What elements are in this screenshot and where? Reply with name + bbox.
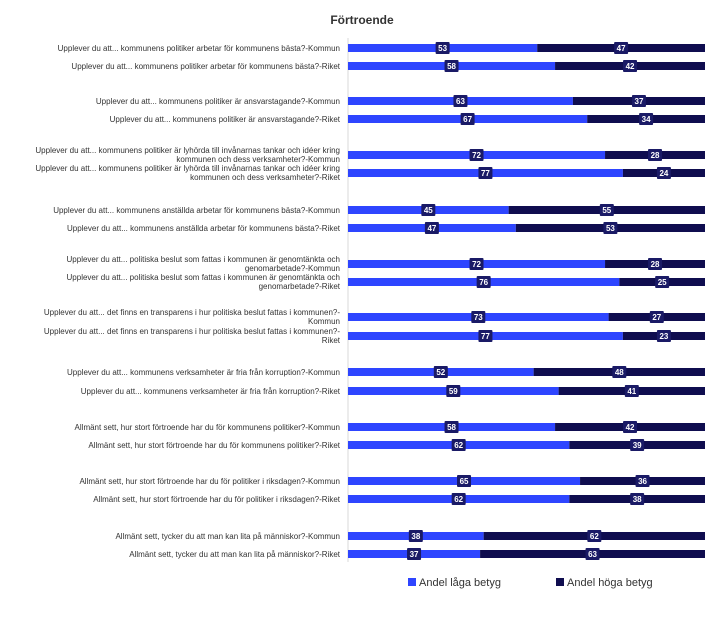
value-label: 48 bbox=[614, 368, 624, 377]
category-label: Upplever du att... kommunens verksamheter är fria från korruption?-Riket bbox=[80, 387, 340, 396]
chart-title: Förtroende bbox=[330, 13, 394, 27]
value-label: 28 bbox=[650, 151, 660, 160]
value-label: 58 bbox=[447, 423, 456, 432]
category-label: Allmänt sett, tycker du att man kan lita på människor?-Kommun bbox=[115, 532, 340, 541]
category-label: Kommun bbox=[307, 317, 340, 326]
category-label: Upplever du att... kommunens politiker arbetar för kommunens bästa?-Riket bbox=[71, 62, 340, 71]
value-label: 62 bbox=[454, 495, 464, 504]
category-label: Allmänt sett, hur stort förtroende har du för politiker i riksdagen?-Riket bbox=[93, 495, 340, 504]
category-label: Upplever du att... kommunens verksamheter är fria från korruption?-Kommun bbox=[66, 368, 340, 377]
value-label: 42 bbox=[625, 62, 635, 71]
legend-label-high: Andel höga betyg bbox=[567, 577, 653, 589]
category-label: Upplever du att... kommunens anställda arbetar för kommunens bästa?-Riket bbox=[66, 224, 340, 233]
value-label: 25 bbox=[657, 278, 667, 287]
value-label: 65 bbox=[459, 477, 469, 486]
value-label: 67 bbox=[463, 115, 473, 124]
value-label: 41 bbox=[627, 387, 637, 396]
category-label: Upplever du att... politiska beslut som fattas i kommunen är genomtänkta och bbox=[66, 255, 340, 264]
value-label: 37 bbox=[634, 97, 644, 106]
value-label: 72 bbox=[472, 260, 481, 269]
value-label: 34 bbox=[641, 115, 651, 124]
legend-swatch-low bbox=[408, 578, 416, 586]
value-label: 38 bbox=[632, 495, 642, 504]
category-label: Allmänt sett, tycker du att man kan lita på människor?-Riket bbox=[129, 550, 340, 559]
category-label: Upplever du att... det finns en transparens i hur politiska beslut fattas i kommunen?- bbox=[43, 327, 340, 336]
value-label: 45 bbox=[423, 206, 433, 215]
value-label: 77 bbox=[480, 169, 490, 178]
value-label: 23 bbox=[659, 332, 669, 341]
legend-label-low: Andel låga betyg bbox=[419, 577, 501, 589]
value-label: 62 bbox=[454, 441, 464, 450]
value-label: 59 bbox=[448, 387, 458, 396]
category-label: Upplever du att... kommunens politiker är lyhörda till invånarnas tankar och idéer kring bbox=[35, 146, 340, 155]
value-label: 37 bbox=[409, 550, 419, 559]
value-label: 77 bbox=[480, 332, 490, 341]
value-label: 38 bbox=[411, 532, 421, 541]
category-label: Upplever du att... kommunens politiker är ansvarstagande?-Kommun bbox=[95, 97, 340, 106]
value-label: 52 bbox=[436, 368, 446, 377]
value-label: 63 bbox=[588, 550, 597, 559]
value-label: 58 bbox=[447, 62, 456, 71]
category-label: Allmänt sett, hur stort förtroende har du för kommunens politiker?-Riket bbox=[88, 441, 340, 450]
category-label: genomarbetade?-Riket bbox=[258, 282, 340, 291]
category-label: Allmänt sett, hur stort förtroende har du för politiker i riksdagen?-Kommun bbox=[79, 477, 340, 486]
value-label: 55 bbox=[602, 206, 612, 215]
value-label: 28 bbox=[650, 260, 660, 269]
value-label: 63 bbox=[456, 97, 465, 106]
legend-swatch-high bbox=[556, 578, 564, 586]
category-label: Allmänt sett, hur stort förtroende har du för kommunens politiker?-Kommun bbox=[74, 423, 340, 432]
category-label: Upplever du att... kommunens politiker arbetar för kommunens bästa?-Kommun bbox=[57, 44, 340, 53]
value-label: 53 bbox=[605, 224, 615, 233]
value-label: 53 bbox=[438, 44, 448, 53]
category-label: Upplever du att... kommunens politiker är ansvarstagande?-Riket bbox=[109, 115, 340, 124]
value-label: 47 bbox=[427, 224, 437, 233]
category-label: Upplever du att... kommunens politiker är lyhörda till invånarnas tankar och idéer kring bbox=[35, 164, 340, 173]
category-label: kommunen och dess verksamheter?-Kommun bbox=[176, 155, 340, 164]
value-label: 42 bbox=[625, 423, 635, 432]
category-label: Upplever du att... det finns en transparens i hur politiska beslut fattas i kommunen?- bbox=[43, 308, 340, 317]
value-label: 62 bbox=[589, 532, 599, 541]
category-label: Upplever du att... politiska beslut som fattas i kommunen är genomtänkta och bbox=[66, 273, 340, 282]
category-label: Upplever du att... kommunens anställda arbetar för kommunens bästa?-Kommun bbox=[53, 206, 340, 215]
bar-rows bbox=[35, 38, 705, 562]
chart-legend bbox=[408, 577, 653, 589]
value-label: 27 bbox=[652, 313, 662, 322]
value-label: 76 bbox=[479, 278, 489, 287]
category-label: genomarbetade?-Kommun bbox=[244, 264, 340, 273]
value-label: 24 bbox=[659, 169, 669, 178]
category-label: Riket bbox=[321, 336, 340, 345]
value-label: 36 bbox=[638, 477, 647, 486]
value-label: 72 bbox=[472, 151, 481, 160]
category-label: kommunen och dess verksamheter?-Riket bbox=[190, 173, 340, 182]
value-label: 47 bbox=[616, 44, 626, 53]
value-label: 73 bbox=[473, 313, 483, 322]
value-label: 39 bbox=[632, 441, 642, 450]
